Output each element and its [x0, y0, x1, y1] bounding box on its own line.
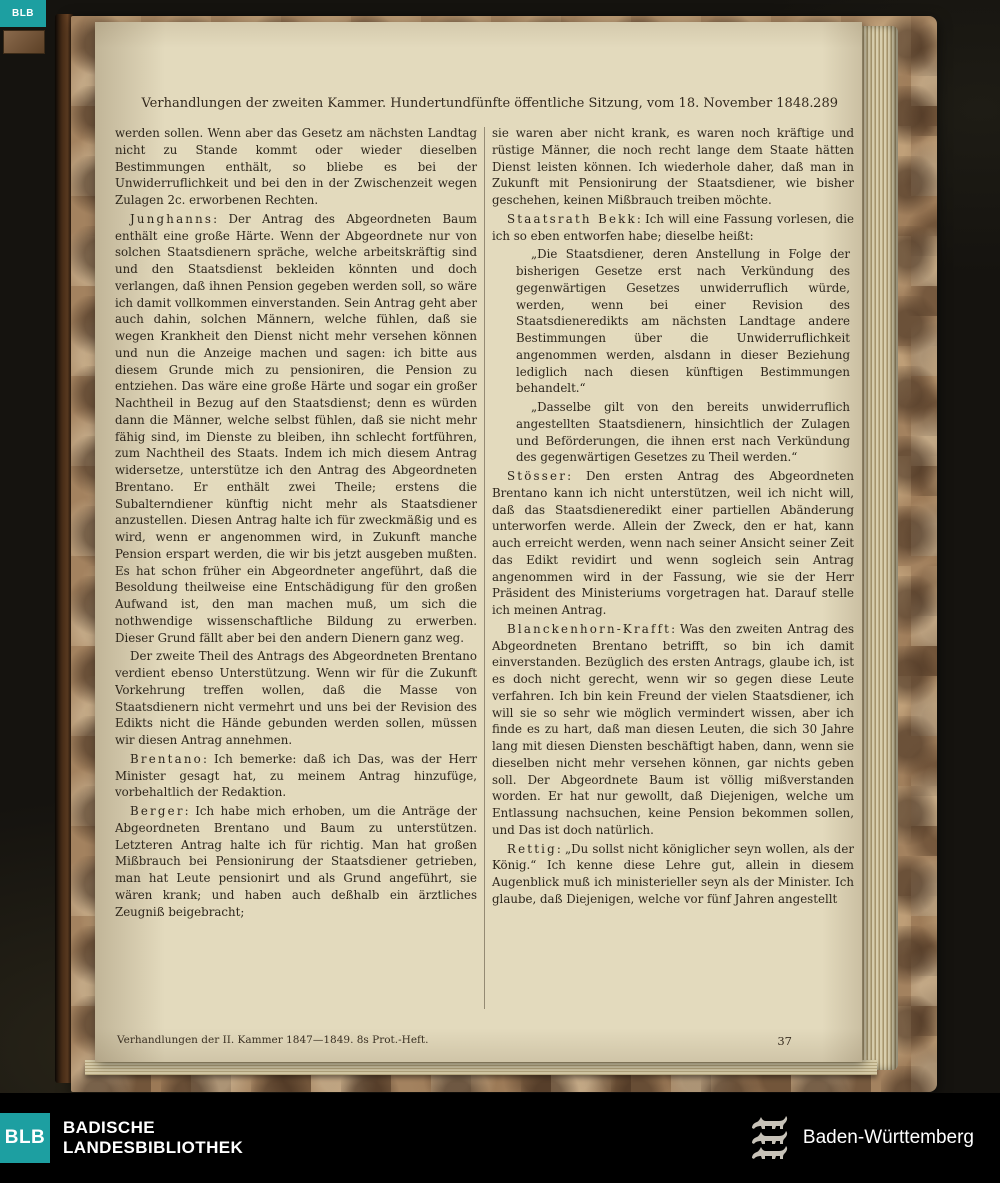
speaker-name: Staatsrath Bekk — [507, 211, 637, 226]
paragraph: sie waren aber nicht krank, es waren noch kräftige und rüstige Männer, die noch recht lange dem Staate hätten Dienst leisten können. Ich wiederhole daher, daß man in Zukunft mit Pensionirung der Staatsdiener, wie bisher geschehen, keinen Mißbrauch treiben möchte. — [492, 126, 854, 207]
page-footer — [117, 1034, 850, 1048]
paragraph: Der zweite Theil des Antrags des Abgeordneten Brentano verdient ebenso Unterstützung. Wenn wir für die Zukunft Vorkehrung treffen wollen, daß die Masse von Staatsdienern nicht vermehrt und uns bei der Revision des Edikts nicht die Hände gebunden werden sollen, müssen wir diesen Antrag annehmen. — [115, 649, 477, 747]
paragraph: „Die Staatsdiener, deren Anstellung in Folge der bisherigen Gesetze erst nach Verkündung des gegenwärtigen Gesetzes unwiderruflich würde, werden, wenn bei einer Revision des Staatsdieneredikts am nächsten Landtage andere Bestimmungen über die Unwiderruflichkeit angenommen werden, alsdann in dieser Beziehung lediglich nach diesen künftigen Bestimmungen behandelt.“ — [516, 247, 850, 396]
paragraph: Brentano: Ich bemerke: daß ich Das, was der Herr Minister gesagt hat, zu meinem Antrag hinzufüge, vorbehaltlich der Redaktion. — [115, 751, 478, 800]
paragraph: Stösser: Den ersten Antrag des Abgeordneten Brentano kann ich nicht unterstützen, weil ich nicht will, daß das Staatsdieneredikt einer partiellen Abänderung unterworfen werde. Allein der Zweck, den er hat, kann auch erreicht werden, wenn nach seiner Ansicht seiner Zeit das Edikt revidirt und wenn sogleich sein Antrag angenommen wird in der Fassung, wie sie der Herr Präsident des Ministeriums vorgetragen hat. Darauf stelle ich meinen Antrag. — [492, 469, 854, 617]
page-header — [115, 96, 840, 111]
library-banner — [0, 1093, 1000, 1183]
page-number: 289 — [813, 96, 838, 111]
paragraph: „Dasselbe gilt von den bereits unwiderruflich angestellten Staatsdienern, hinsichtlich der Zulagen und Beförderungen, die ihnen erst nach Verkündung des gegenwärtigen Gesetzes zu Theil werden.“ — [516, 400, 850, 465]
blb-corner-badge: BLB — [0, 0, 46, 27]
speaker-name: Junghanns — [130, 211, 214, 226]
library-name — [63, 1118, 243, 1158]
library-name-line1: BADISCHE — [63, 1117, 155, 1137]
library-banner-right — [749, 1115, 1000, 1161]
speaker-name: Berger — [130, 804, 185, 818]
column-divider — [484, 127, 485, 1009]
running-title: Verhandlungen der zweiten Kammer. Hundertundfünfte öffentliche Sitzung, vom 18. November 1848. — [141, 96, 814, 111]
paragraph: Blanckenhorn-Krafft: Was den zweiten Antrag des Abgeordneten Brentano betrifft, so bin ich damit einverstanden. Bezüglich des ersten Antrags, glaube ich, ist es doch nicht gerecht, wenn wir so gegen diese Leute verfahren. Ich bin kein Freund der vielen Staatsdiener, ich will sie so sehr wie möglich vermindert wissen, aber ich finde es zu hart, daß man diesen Leuten, die sich 30 Jahre lang mit diesen Diensten beschäftigt haben, dann, wenn sie dieselben nicht mehr versehen können, gar nichts geben soll. Der Abgeordnete Baum ist völlig mißverstanden worden. Er hat nur gewollt, daß Diejenigen, welche um Entlassung nachsuchen, keine Pension bekommen sollen, und Das ist doch natürlich. — [492, 621, 854, 837]
library-name-line2: LANDESBIBLIOTHEK — [63, 1138, 244, 1157]
book-scan — [55, 12, 937, 1092]
paragraph: Berger: Ich habe mich erhoben, um die Anträge der Abgeordneten Brentano und Baum zu unterstützen. Letzteren Antrag halte ich für richtig. Man hat großen Mißbrauch bei Pensionirung der Staatsdiener getrieben, man hat Leute pensionirt und als Grund angeführt, sie wären krank; und haben auch deßhalb ein ärztliches Zeugniß beigebracht; — [115, 804, 477, 919]
right-column — [492, 125, 854, 1019]
baden-wuerttemberg-lions-icon — [749, 1115, 793, 1161]
state-name[interactable]: Baden-Württemberg — [802, 1127, 974, 1148]
paragraph: Rettig: „Du sollst nicht königlicher seyn wollen, als der König.“ Ich kenne diese Lehre gut, allein in diesem Augenblick muß ich ministerieller seyn als der Minister. Ich glaube, daß Diejenigen, welche vor fünf Jahren angestellt — [492, 841, 854, 906]
left-column — [115, 125, 477, 1019]
volume-note: Verhandlungen der II. Kammer 1847—1849. 8s Prot.-Heft. — [117, 1034, 429, 1046]
speaker-name: Brentano — [130, 751, 203, 766]
speaker-name: Blanckenhorn-Krafft — [507, 621, 672, 636]
page-thumbnail[interactable] — [3, 30, 45, 54]
paragraph: Staatsrath Bekk: Ich will eine Fassung vorlesen, die ich so eben entworfen habe; dieselbe heißt: — [492, 211, 854, 243]
speaker-name: Rettig — [507, 841, 557, 856]
library-banner-left — [0, 1113, 243, 1163]
book-bottom-edge — [85, 1060, 877, 1075]
blb-logo[interactable]: BLB — [0, 1113, 50, 1163]
speaker-name: Stösser — [507, 469, 568, 483]
sheet-signature: 37 — [777, 1034, 792, 1048]
paragraph: Junghanns: Der Antrag des Abgeordneten Baum enthält eine große Härte. Wenn der Abgeordnete nur von solchen Staatsdienern spräche, welche arbeitskräftig sind und den Staatsdienst bekleiden könnten und doch verlangen, daß ihnen Pension gegeben werden soll, so wäre ich damit vollkommen einverstanden. Sein Antrag geht aber auch dahin, solchen Männern, welche fühlen, daß sie wegen Krankheit den Dienst nicht mehr versehen können und nun die Anzeige machen und sagen: ich bitte aus diesem Grunde mich zu pensioniren, die Pension zu entziehen. Das wäre eine große Härte und sogar ein großer Nachtheil in Bezug auf den Staatsdienst; denn es würden dann die Männer, welche selbst fühlen, daß sie nicht mehr fähig sind, im Dienste zu bleiben, ihn schlecht fortführen, zum Nachtheil des Staats. Indem ich mich diesem Antrag widersetze, unterstütze ich den Antrag des Abgeordneten Brentano. Er enthält zwei Theile; erstens die Subalterndiener künftig nicht mehr als Staatsdiener anzustellen. Diesen Antrag halte ich für zweckmäßig und es wird, wenn er angenommen wird, in Zukunft manche Pension erspart werden, die wir bis jetzt ausgeben mußten. Es hat schon früher ein Abgeordneter angeführt, daß die Besoldung theilweise eine Entschädigung für den großen Aufwand ist, den man machen muß, um sich die nothwendige wissenschaftliche Bildung zu erwerben. Dieser Grund fällt aber bei den andern Dienern ganz weg. — [115, 211, 477, 645]
scanned-page — [95, 22, 862, 1062]
text-columns — [115, 125, 854, 1019]
paragraph: werden sollen. Wenn aber das Gesetz am nächsten Landtag nicht zu Stande kommt oder wieder dieselben Bestimmungen enthält, so bliebe es bei der Unwiderruflichkeit und bei den in der Zwischenzeit wegen Zulagen 2c. erworbenen Rechten. — [115, 126, 477, 207]
book-fore-edge — [860, 26, 898, 1070]
